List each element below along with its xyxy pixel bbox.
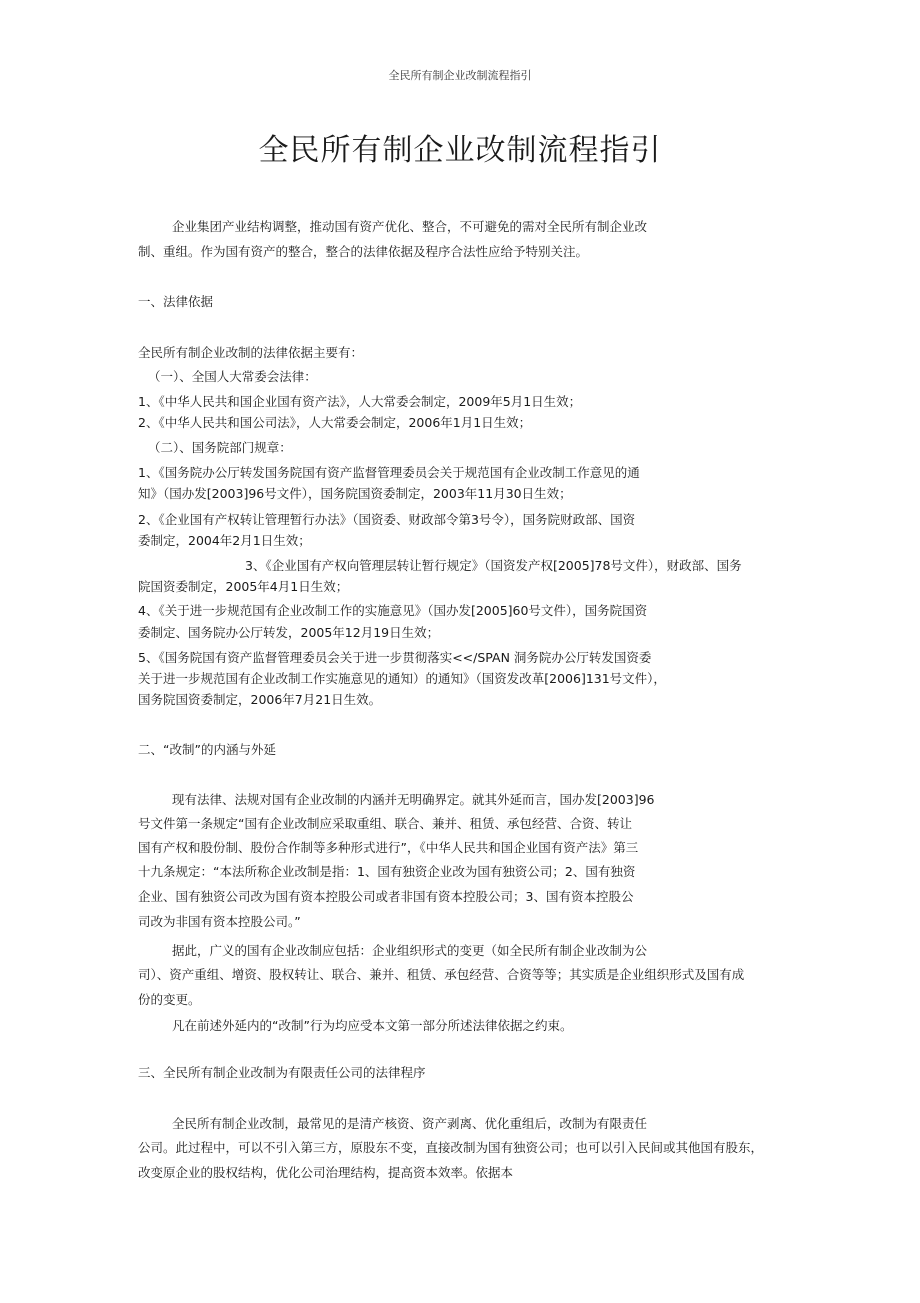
section2-heading: 二、“改制”的内涵与外延 bbox=[138, 742, 276, 757]
rule-item-3-line-2: 院国资委制定，2005年4月1日生效； bbox=[138, 579, 349, 594]
rule-item-4-line-1: 4、《关于进一步规范国有企业改制工作的实施意见》（国办发[2005]60号文件），国务院国资 bbox=[138, 603, 648, 618]
running-header: 全民所有制企业改制流程指引 bbox=[388, 69, 532, 82]
section3-heading: 三、全民所有制企业改制为有限责任公司的法律程序 bbox=[138, 1065, 426, 1080]
section2-p2-line-1: 据此，广义的国有企业改制应包括：企业组织形式的变更（如全民所有制企业改制为公 bbox=[172, 943, 648, 958]
section2-p1-line-2: 号文件第一条规定“国有企业改制应采取重组、联合、兼并、租赁、承包经营、合资、转让 bbox=[138, 816, 632, 831]
rule-item-5-line-3: 国务院国资委制定，2006年7月21日生效。 bbox=[138, 692, 382, 707]
section1-sub2: （二）、国务院部门规章： bbox=[148, 440, 292, 455]
rule-item-5-line-1: 5、《国务院国有资产监督管理委员会关于进一步贯彻落实<</SPAN 洞务院办公厅转发国资委 bbox=[138, 650, 652, 665]
section2-p1-line-4: 十九条规定：“本法所称企业改制是指：1、国有独资企业改为国有独资公司；2、国有独资 bbox=[138, 864, 636, 879]
section2-p1-line-3: 国有产权和股份制、股份合作制等多种形式进行”，《中华人民共和国企业国有资产法》第三 bbox=[138, 840, 639, 855]
section1-sub1: （一）、全国人大常委会法律： bbox=[148, 369, 317, 384]
rule-item-2-line-1: 2、《企业国有产权转让管理暂行办法》（国资委、财政部令第3号令），国务院财政部、国资 bbox=[138, 512, 636, 527]
page-title: 全民所有制企业改制流程指引 bbox=[258, 133, 662, 168]
section3-p1-line-2: 公司。此过程中，可以不引入第三方，原股东不变，直接改制为国有独资公司；也可以引入民间或其他国有股东， bbox=[138, 1140, 764, 1155]
rule-item-4-line-2: 委制定、国务院办公厅转发，2005年12月19日生效； bbox=[138, 625, 440, 640]
section2-p2-line-3: 份的变更。 bbox=[138, 992, 201, 1007]
law-item-1: 1、《中华人民共和国企业国有资产法》，人大常委会制定，2009年5月1日生效； bbox=[138, 394, 582, 409]
rule-item-5-line-2: 关于进一步规范国有企业改制工作实施意见的通知）的通知》（国资发改革[2006]131号文件）， bbox=[138, 671, 666, 686]
rule-item-1-line-2: 知》（国办发[2003]96号文件），国务院国资委制定，2003年11月30日生效； bbox=[138, 486, 572, 501]
section1-lead: 全民所有制企业改制的法律依据主要有： bbox=[138, 345, 364, 360]
rule-item-1-line-1: 1、《国务院办公厅转发国务院国有资产监督管理委员会关于规范国有企业改制工作意见的通 bbox=[138, 465, 640, 480]
section2-p2-line-2: 司）、资产重组、增资、股权转让、联合、兼并、租赁、承包经营、合资等等；其实质是企业组织形式及国有成 bbox=[138, 967, 745, 982]
section3-p1-line-3: 改变原企业的股权结构，优化公司治理结构，提高资本效率。依据本 bbox=[138, 1165, 514, 1180]
law-item-2: 2、《中华人民共和国公司法》，人大常委会制定，2006年1月1日生效； bbox=[138, 415, 532, 430]
section2-p3: 凡在前述外延内的“改制”行为均应受本文第一部分所述法律依据之约束。 bbox=[172, 1018, 573, 1033]
section2-p1-line-1: 现有法律、法规对国有企业改制的内涵并无明确界定。就其外延而言，国办发[2003]96 bbox=[172, 792, 655, 807]
intro-line-2: 制、重组。作为国有资产的整合，整合的法律依据及程序合法性应给予特别关注。 bbox=[138, 244, 589, 259]
section1-heading: 一、法律依据 bbox=[138, 294, 214, 309]
rule-item-2-line-2: 委制定，2004年2月1日生效； bbox=[138, 533, 311, 548]
section3-p1-line-1: 全民所有制企业改制，最常见的是清产核资、资产剥离、优化重组后，改制为有限责任 bbox=[172, 1116, 648, 1131]
section2-p1-line-6: 司改为非国有资本控股公司。” bbox=[138, 914, 301, 929]
intro-line-1: 企业集团产业结构调整，推动国有资产优化、整合，不可避免的需对全民所有制企业改 bbox=[172, 219, 648, 234]
section2-p1-line-5: 企业、国有独资公司改为国有资本控股公司或者非国有资本控股公司；3、国有资本控股公 bbox=[138, 889, 634, 904]
rule-item-3-line-1: 3、《企业国有产权向管理层转让暂行规定》（国资发产权[2005]78号文件），财政部、国务 bbox=[245, 558, 742, 573]
